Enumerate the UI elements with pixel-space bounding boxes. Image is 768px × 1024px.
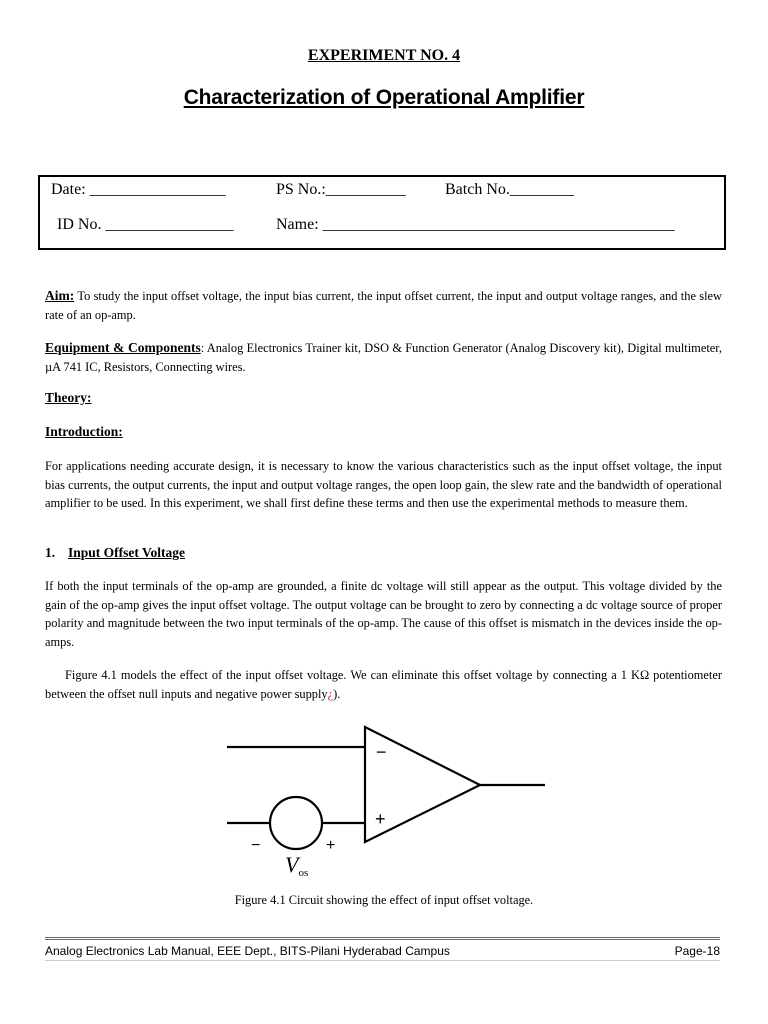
vos-subscript: os: [298, 867, 309, 879]
vos-label: [285, 852, 308, 879]
aim-paragraph: [45, 287, 722, 324]
figure-caption: Figure 4.1 Circuit showing the effect of input offset voltage.: [234, 893, 534, 907]
footer-divider: [45, 937, 720, 938]
equipment-label: Equipment & Components: [45, 340, 201, 355]
section-number: 1.: [45, 545, 56, 560]
figure-reference-end: ).: [333, 686, 341, 701]
footer-bottom-line: [45, 960, 720, 961]
theory-heading: Theory:: [45, 390, 92, 405]
id-no-field: ID No. ________________: [57, 216, 234, 233]
student-info-box: [38, 175, 726, 250]
figure-reference-text: Figure 4.1 models the effect of the input offset voltage. We can eliminate this offset voltage by connecting a 1 KΩ potentiometer between the offset null inputs and negative power supply: [45, 668, 722, 701]
source-minus-sign: −: [251, 837, 261, 854]
footer-source: Analog Electronics Lab Manual, EEE Dept., BITS-Pilani Hyderabad Campus: [45, 944, 450, 958]
aim-text: To study the input offset voltage, the input bias current, the input offset current, the input and output voltage ranges, and the slew rate of an op-amp.: [45, 289, 722, 322]
source-plus-sign: +: [326, 837, 336, 854]
aim-label: Aim:: [45, 288, 75, 303]
opamp-circuit-figure: [215, 720, 555, 885]
section-title: Input Offset Voltage: [68, 545, 186, 560]
ps-no-field: PS No.:__________: [276, 181, 406, 198]
inverting-input-sign: −: [376, 742, 387, 762]
name-field: Name: ____________________________________________: [276, 216, 675, 233]
page-number: Page-18: [674, 944, 720, 958]
footer-divider-double: [45, 939, 720, 940]
voltage-source-circle: [270, 797, 322, 849]
introduction-paragraph: For applications needing accurate design, it is necessary to know the various characteristics such as the input offset voltage, the input bias currents, the output currents, the input and output voltage ranges, the open loop gain, the slew rate and the bandwidth of operational amplifier to be used. In this experiment, we shall first define these terms and then use the experimental methods to measure them.: [45, 459, 722, 511]
page-title: Characterization of Operational Amplifier: [183, 86, 585, 109]
batch-no-field: Batch No.________: [445, 181, 574, 198]
offset-voltage-paragraph: If both the input terminals of the op-amp are grounded, a finite dc voltage will still appear as the output. This voltage divided by the gain of the op-amp gives the input offset voltage. The output voltage can be brought to zero by connecting a dc voltage source of proper polarity and magnitude between the two input terminals of the op-amp. The cause of this offset is mismatch in the devices inside the op-amps.: [45, 579, 722, 649]
date-field: Date: _________________: [51, 181, 226, 198]
figure-reference-paragraph: [45, 666, 722, 703]
vos-main: V: [285, 852, 299, 877]
equipment-text: : Analog Electronics Trainer kit, DSO & Function Generator (Analog Discovery kit), Digital multimeter, µA 741 IC, Resistors, Connecting wires.: [45, 341, 722, 374]
error-mark: ¿: [327, 686, 334, 701]
noninverting-input-sign: +: [375, 809, 386, 829]
equipment-paragraph: [45, 339, 722, 376]
experiment-number: EXPERIMENT NO. 4: [307, 47, 461, 64]
introduction-heading: Introduction:: [45, 424, 123, 439]
